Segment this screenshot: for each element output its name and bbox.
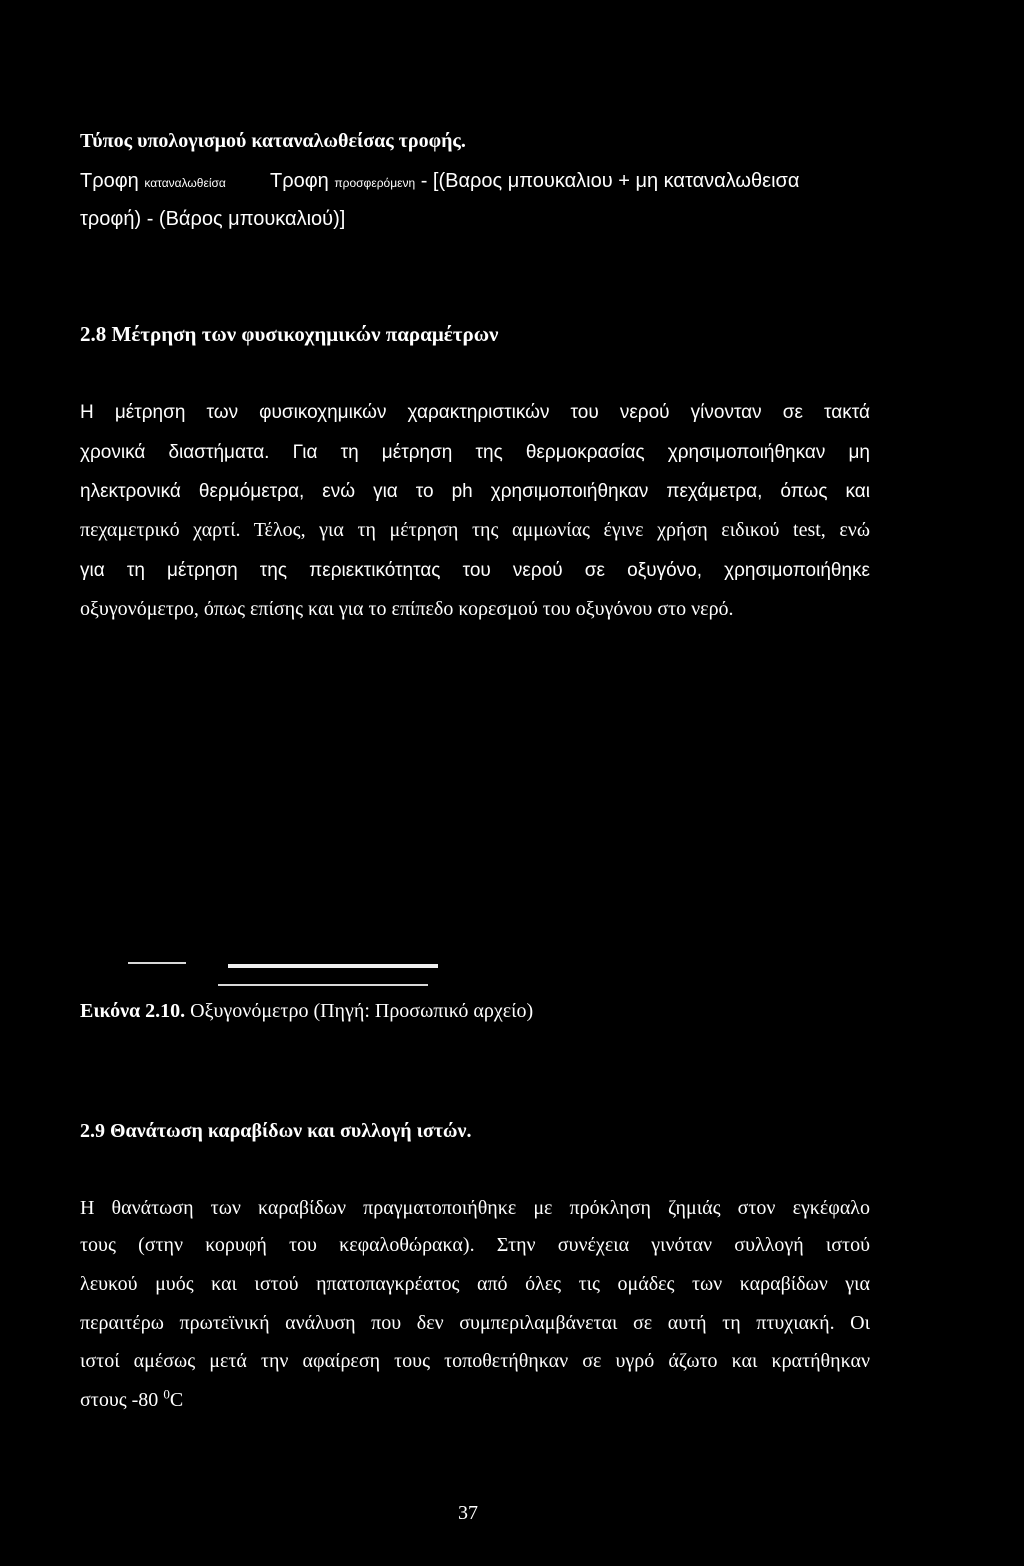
figure-caption bbox=[80, 1000, 533, 1023]
section-2-8-title: 2.8 Μέτρηση των φυσικοχημικών παραμέτρων bbox=[80, 322, 499, 346]
section-2-9-line-6 bbox=[80, 1386, 184, 1412]
section-2-8-line-4: πεχαμετρικό χαρτί. Τέλος, για τη μέτρηση της αμμωνίας έγινε χρήση ειδικού test, ενώ bbox=[80, 519, 870, 541]
section-2-9-line-4: περαιτέρω πρωτεϊνική ανάλυση που δεν συμπεριλαμβάνεται σε αυτή τη πτυχιακή. Οι bbox=[80, 1312, 870, 1334]
degree-sup: 0 bbox=[163, 1386, 170, 1402]
formula-heading: Τύπος υπολογισμού καταναλωθείσας τροφής. bbox=[80, 130, 466, 152]
formula-sub-offered: προσφερόμενη bbox=[334, 176, 416, 190]
temperature-prefix: στους -80 bbox=[80, 1389, 159, 1411]
formula-term-offered: Τροφη bbox=[270, 170, 329, 192]
formula-line-1b bbox=[270, 170, 799, 193]
figure-rule-2 bbox=[228, 964, 438, 968]
section-2-8-line-1: Η μέτρηση των φυσικοχημικών χαρακτηριστικών του νερού γίνονταν σε τακτά bbox=[80, 402, 870, 423]
degree-unit: C bbox=[169, 1389, 184, 1411]
section-2-9-line-3: λευκού μυός και ιστού ηπατοπαγκρέατος από όλες τις ομάδες των καραβίδων για bbox=[80, 1273, 870, 1295]
formula-term-consumed: Τροφη bbox=[80, 170, 139, 192]
figure-label: Εικόνα 2.10. bbox=[80, 1000, 186, 1022]
figure-caption-text: Οξυγονόμετρο (Πηγή: Προσωπικό αρχείο) bbox=[190, 1000, 534, 1022]
figure-rule-3 bbox=[218, 984, 428, 986]
section-2-8-line-2: χρονικά διαστήματα. Για τη μέτρηση της θερμοκρασίας χρησιμοποιήθηκαν μη bbox=[80, 442, 870, 463]
formula-line-1 bbox=[80, 170, 226, 193]
formula-line-2: τροφή) - (Βάρος μπουκαλιού)] bbox=[80, 208, 346, 230]
section-2-9-line-2: τους (στην κορυφή του κεφαλοθώρακα). Στην συνέχεια γινόταν συλλογή ιστού bbox=[80, 1234, 870, 1256]
section-2-9-title: 2.9 Θανάτωση καραβίδων και συλλογή ιστών. bbox=[80, 1120, 472, 1142]
section-2-9-line-5: ιστοί αμέσως μετά την αφαίρεση τους τοποθετήθηκαν σε υγρό άζωτο και κρατήθηκαν bbox=[80, 1350, 870, 1372]
formula-sub-consumed: καταναλωθείσα bbox=[144, 176, 226, 190]
section-2-8-line-6: οξυγονόμετρο, όπως επίσης και για το επίπεδο κορεσμού του οξυγόνου στο νερό. bbox=[80, 598, 734, 620]
formula-rest: - [(Βαρος μπουκαλιου + μη καταναλωθεισα bbox=[420, 170, 800, 192]
section-2-9-line-1: Η θανάτωση των καραβίδων πραγματοποιήθηκε με πρόκληση ζημιάς στον εγκέφαλο bbox=[80, 1197, 870, 1219]
figure-rule-1 bbox=[128, 962, 186, 964]
section-2-8-line-5: για τη μέτρηση της περιεκτικότητας του νερού σε οξυγόνο, χρησιμοποιήθηκε bbox=[80, 560, 870, 581]
section-2-8-line-3: ηλεκτρονικά θερμόμετρα, ενώ για το ph χρησιμοποιήθηκαν πεχάμετρα, όπως και bbox=[80, 481, 870, 502]
page-number: 37 bbox=[458, 1502, 478, 1524]
